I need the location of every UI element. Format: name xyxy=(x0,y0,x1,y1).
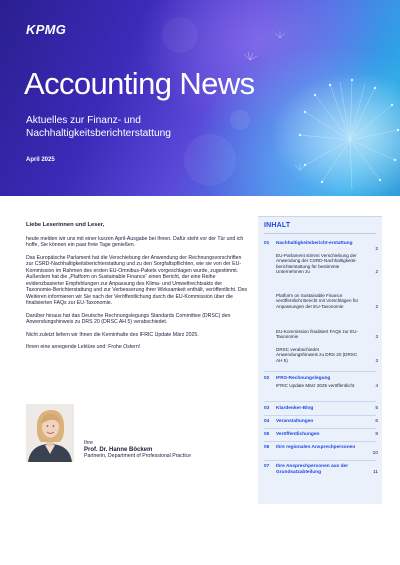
publication-subtitle: Aktuelles zur Finanz- und Nachhaltigkeitsberichterstattung xyxy=(26,115,171,139)
cover-hero xyxy=(0,0,400,196)
toc-page-number: 6 xyxy=(375,419,378,424)
toc-subitem-label: EU-Kommission finalisiert FAQs zur EU-Taxonomie xyxy=(276,329,358,340)
toc-separator xyxy=(264,428,376,429)
toc-heading: INHALT xyxy=(264,222,291,229)
toc-page-number: 4 xyxy=(375,383,378,388)
toc-section-label: Klardenker-Blog xyxy=(276,406,314,411)
toc-page-number: 5 xyxy=(375,406,378,411)
toc-section-label: IFRS-Rechnungslegung xyxy=(276,376,331,381)
toc-section-number: 05 xyxy=(264,432,270,437)
author-signature xyxy=(84,440,191,460)
toc-section-number: 04 xyxy=(264,419,270,424)
toc-subitem[interactable] xyxy=(276,383,378,388)
toc-page-number: 2 xyxy=(375,247,378,252)
letter-paragraph: Das Europäische Parlament hat die Verschiebung der Anwendung der Rechnungsvorschriften zur CSRD-Nachhaltigkeitsberichterstattung und zu den Sorgfaltspflichten, wie sie von der EU-Kommission im Rahmen des ersten EU-Omnibus-Pakets vorgeschlagen wurde, zugestimmt. Außerdem hat die „Platform on Sustainable Finance“ einen Bericht, der eine Reihe evidenzbasierter Empfehlungen zur Anpassung des Klima- und Umweltrechtsakts der Taxonomie-Berichterstattung und zur Verbesserung ihrer Wirksamkeit enthält, veröffentlicht. Des Weiteren informieren wir Sie nach der Veröffentlichung durch die EU-Kommission über die finalisierten FAQs zur EU-Taxonomie. xyxy=(26,254,248,306)
closing-word: Ihre xyxy=(84,440,93,446)
toc-section-number: 02 xyxy=(264,376,270,381)
toc-subitem[interactable] xyxy=(276,293,378,309)
author-role: Partnerin, Department of Professional Practice xyxy=(84,453,191,460)
toc-section-label: Ihre Ansprechpersonen aus der Grundsatzabteilung xyxy=(276,464,349,475)
toc-subitem[interactable] xyxy=(276,347,378,363)
toc-separator xyxy=(264,441,376,442)
letter-paragraph: heute melden wir uns mit einer kurzen April-Ausgabe bei Ihnen. Dafür steht vor der Tür und ich hoffe, Sie können ein paar freie Tage genießen. xyxy=(26,235,244,248)
toc-section-number: 03 xyxy=(264,406,270,411)
issue-date: April 2025 xyxy=(26,157,55,163)
toc-page-number: 2 xyxy=(375,303,378,309)
toc-section-label: Nachhaltigkeitsbericht-erstattung xyxy=(276,241,353,246)
toc-page-number: 3 xyxy=(375,334,378,340)
author-portrait xyxy=(26,404,74,462)
toc-subitem-label: EU-Parlament stimmt Verschiebung der Anwendung der CSRD-Nachhaltigkeits-berichterstattung für bestimmte Unternehmen zu xyxy=(276,253,357,275)
letter-paragraph: Nicht zuletzt liefern wir Ihnen die Kerninhalte des IFRIC Update März 2025. xyxy=(26,331,199,338)
letter-paragraph: Darüber hinaus hat das Deutsche Rechnungslegungs Standards Committee (DRSC) den Anwendungshinweis zu DRS 20 (DRSC AH 5) verabschiedet. xyxy=(26,312,231,325)
toc-page-number: 8 xyxy=(375,432,378,437)
toc-subitem-label: DRSC verabschiedet Anwendungshinweis zu DRS 20 (DRSC AH 5) xyxy=(276,347,358,363)
toc-separator xyxy=(264,371,376,372)
toc-page-number: 11 xyxy=(373,469,378,475)
publication-title: Accounting News xyxy=(24,66,255,101)
toc-section-number: 01 xyxy=(264,241,270,246)
toc-separator xyxy=(264,401,376,402)
editorial-letter xyxy=(26,222,248,357)
toc-separator xyxy=(264,460,376,461)
toc-section-label: Veröffentlichungen xyxy=(276,432,320,437)
toc-subitem[interactable] xyxy=(276,329,378,340)
toc-section-label: Ihre regionalen Ansprechpersonen xyxy=(276,445,356,450)
letter-paragraph: Ihnen eine anregende Lektüre und: Frohe Ostern! xyxy=(26,344,141,350)
toc-divider xyxy=(264,233,376,234)
toc-section-number: 06 xyxy=(264,445,270,450)
toc-subitem-label: Platform on Sustainable Finance veröffentlicht Bericht mit Vorschlägen für Anpassungen der EU-Taxonomie xyxy=(276,293,359,309)
toc-section-label: Veranstaltungen xyxy=(276,419,314,424)
kpmg-logo: KPMG xyxy=(26,22,67,37)
toc-separator xyxy=(264,415,376,416)
toc-subitem[interactable] xyxy=(276,253,378,275)
author-name: Prof. Dr. Hanne Böckem xyxy=(84,446,153,453)
toc-page-number: 2 xyxy=(375,269,378,275)
toc-page-number: 3 xyxy=(375,357,378,363)
toc-page-number: 10 xyxy=(372,450,378,456)
table-of-contents xyxy=(258,216,382,504)
letter-greeting: Liebe Leserinnen und Leser, xyxy=(26,222,105,228)
toc-section-number: 07 xyxy=(264,464,270,469)
toc-subitem-label: IFRIC Update März 2025 veröffentlicht xyxy=(276,383,355,388)
